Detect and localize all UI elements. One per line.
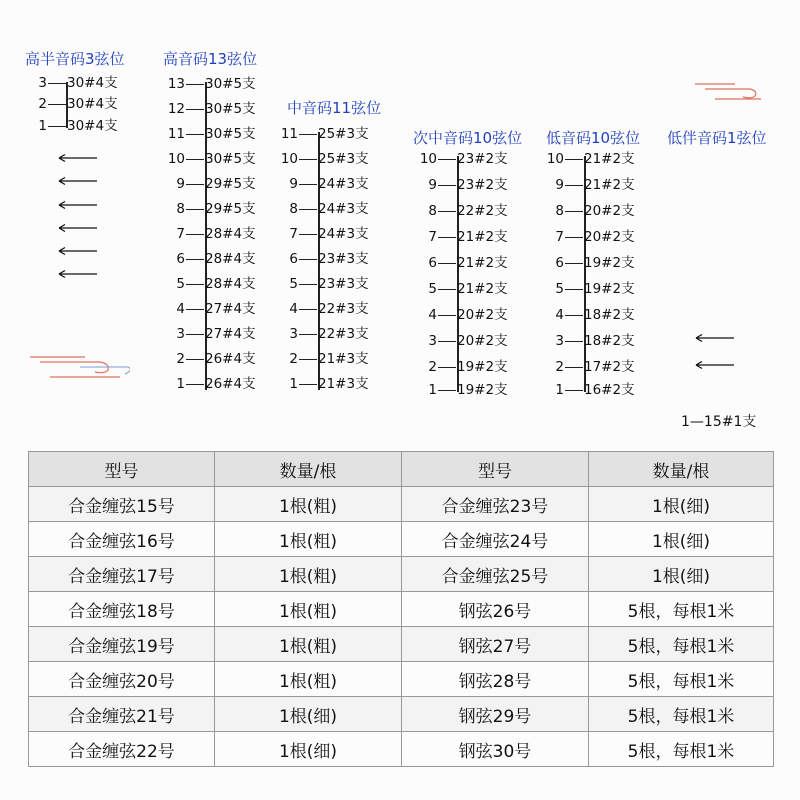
table-cell: 合金缠弦18号: [29, 592, 215, 627]
table-cell: 合金缠弦17号: [29, 557, 215, 592]
string-row: 4 22#3支: [289, 301, 369, 317]
table-cell: 合金缠弦20号: [29, 662, 215, 697]
string-row: 4 20#2支: [428, 307, 508, 323]
string-row: 13 30#5支: [167, 76, 256, 92]
table-cell: 1根(细): [589, 487, 774, 522]
string-row: 5 28#4支: [176, 276, 256, 292]
group-title: 低音码10弦位: [546, 129, 641, 147]
string-row: 2 30#4支: [38, 96, 118, 112]
column-header: 数量/根: [589, 452, 774, 487]
table-cell: 合金缠弦23号: [402, 487, 589, 522]
table-cell: 1根(细): [589, 557, 774, 592]
left-arrow-icon: [58, 176, 98, 186]
string-row: 5 19#2支: [555, 281, 635, 297]
table-cell: 钢弦29号: [402, 697, 589, 732]
string-row: 1 21#3支: [289, 376, 369, 392]
string-row: 1 30#4支: [38, 118, 118, 134]
table-row: [29, 627, 774, 662]
string-row: 7 21#2支: [428, 229, 508, 245]
string-row: 6 28#4支: [176, 251, 256, 267]
string-row: 10 21#2支: [546, 151, 635, 167]
string-row: 8 29#5支: [176, 201, 256, 217]
table-cell: 1根(细): [215, 697, 402, 732]
string-row: 6 21#2支: [428, 255, 508, 271]
string-row: 7 20#2支: [555, 229, 635, 245]
string-row: 2 26#4支: [176, 351, 256, 367]
string-row: 10 30#5支: [167, 151, 256, 167]
table-cell: 5根，每根1米: [589, 627, 774, 662]
string-row: 1 19#2支: [428, 382, 508, 398]
group-title: 中音码11弦位: [287, 99, 382, 117]
table-row: [29, 592, 774, 627]
string-row: 1 16#2支: [555, 382, 635, 398]
table-cell: 合金缠弦21号: [29, 697, 215, 732]
string-row: 8 22#2支: [428, 203, 508, 219]
table-cell: 1根(粗): [215, 627, 402, 662]
table-cell: 1根(粗): [215, 592, 402, 627]
table-cell: 1根(粗): [215, 662, 402, 697]
column-header: 型号: [402, 452, 589, 487]
table-cell: 1根(细): [589, 522, 774, 557]
table-cell: 钢弦26号: [402, 592, 589, 627]
wave-decoration-icon: [30, 352, 130, 382]
table-row: [29, 487, 774, 522]
string-row: 11 30#5支: [167, 126, 256, 142]
column-header: 型号: [29, 452, 215, 487]
string-row: 7 28#4支: [176, 226, 256, 242]
string-row: 4 27#4支: [176, 301, 256, 317]
wave-decoration-icon: [695, 80, 765, 102]
table-cell: 合金缠弦19号: [29, 627, 215, 662]
string-row: 4 18#2支: [555, 307, 635, 323]
table-cell: 5根，每根1米: [589, 697, 774, 732]
string-row: 3 20#2支: [428, 333, 508, 349]
table-cell: 5根，每根1米: [589, 732, 774, 767]
string-row: 12 30#5支: [167, 101, 256, 117]
table-cell: 合金缠弦16号: [29, 522, 215, 557]
table-cell: 合金缠弦22号: [29, 732, 215, 767]
string-row: 2 21#3支: [289, 351, 369, 367]
table-row: [29, 662, 774, 697]
string-row: 5 23#3支: [289, 276, 369, 292]
string-row: 7 24#3支: [289, 226, 369, 242]
string-row: 5 21#2支: [428, 281, 508, 297]
table-cell: 合金缠弦15号: [29, 487, 215, 522]
column-header: 数量/根: [215, 452, 402, 487]
table-cell: 5根，每根1米: [589, 662, 774, 697]
left-arrow-icon: [695, 333, 735, 343]
left-arrow-icon: [58, 269, 98, 279]
low-bass-title: 低伴音码1弦位: [667, 129, 767, 147]
string-row: 3 18#2支: [555, 333, 635, 349]
group-title: 次中音码10弦位: [413, 129, 523, 147]
string-row: 6 23#3支: [289, 251, 369, 267]
table-cell: 1根(粗): [215, 522, 402, 557]
table-cell: 1根(粗): [215, 557, 402, 592]
table-header-row: [29, 452, 774, 487]
left-arrow-icon: [58, 200, 98, 210]
string-row: 6 19#2支: [555, 255, 635, 271]
string-row: 9 29#5支: [176, 176, 256, 192]
string-row: 9 23#2支: [428, 177, 508, 193]
table-row: [29, 557, 774, 592]
string-row: 8 24#3支: [289, 201, 369, 217]
string-row: 3 22#3支: [289, 326, 369, 342]
left-arrow-icon: [58, 246, 98, 256]
string-row: 11 25#3支: [280, 126, 369, 142]
left-arrow-icon: [695, 360, 735, 370]
string-row: 2 17#2支: [555, 359, 635, 375]
group-title: 高半音码3弦位: [25, 50, 125, 68]
string-row: 8 20#2支: [555, 203, 635, 219]
group-title: 高音码13弦位: [163, 50, 258, 68]
left-arrow-icon: [58, 153, 98, 163]
string-row: 9 24#3支: [289, 176, 369, 192]
table-row: [29, 732, 774, 767]
string-row: 2 19#2支: [428, 359, 508, 375]
string-row: 10 25#3支: [280, 151, 369, 167]
string-row: 1 26#4支: [176, 376, 256, 392]
table-cell: 合金缠弦24号: [402, 522, 589, 557]
table-cell: 1根(细): [215, 732, 402, 767]
low-bass-note: 1—15#1支: [681, 414, 757, 430]
table-cell: 钢弦30号: [402, 732, 589, 767]
table-row: [29, 522, 774, 557]
string-row: 3 30#4支: [38, 75, 118, 91]
string-spec-table: [28, 451, 774, 767]
left-arrow-icon: [58, 223, 98, 233]
string-row: 9 21#2支: [555, 177, 635, 193]
table-row: [29, 697, 774, 732]
table-cell: 钢弦28号: [402, 662, 589, 697]
table-cell: 5根，每根1米: [589, 592, 774, 627]
table-cell: 1根(粗): [215, 487, 402, 522]
string-row: 3 27#4支: [176, 326, 256, 342]
string-row: 10 23#2支: [419, 151, 508, 167]
table-cell: 钢弦27号: [402, 627, 589, 662]
table-cell: 合金缠弦25号: [402, 557, 589, 592]
